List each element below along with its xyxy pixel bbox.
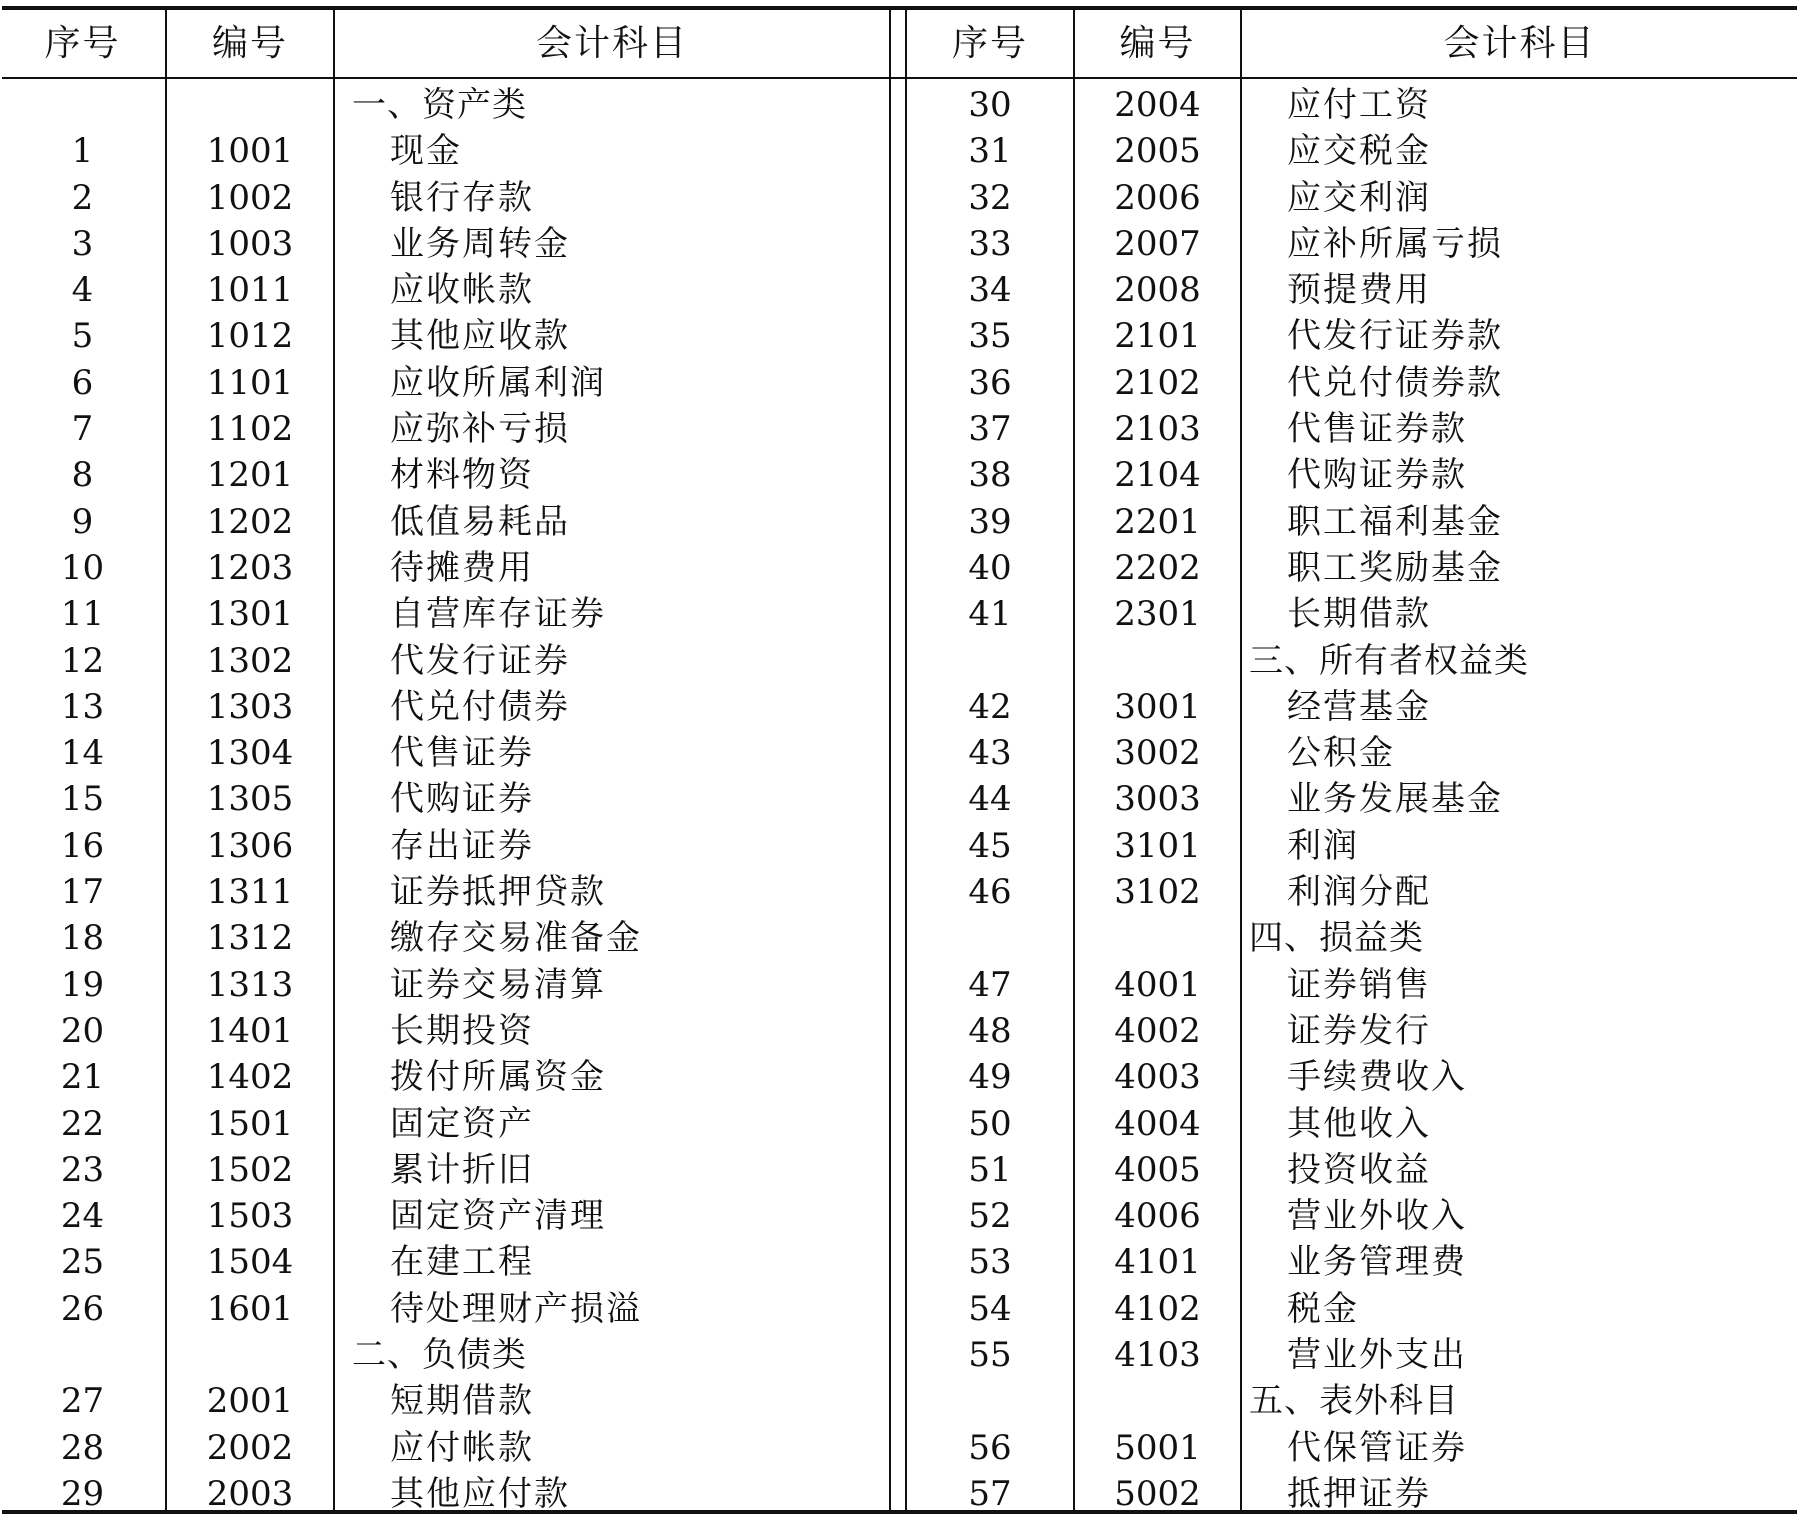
code-cell: 2007 xyxy=(1114,223,1201,264)
header-subject-left: 会计科目 xyxy=(535,23,688,64)
seq-cell: 48 xyxy=(968,1010,1012,1051)
table-row xyxy=(907,1008,1799,1054)
table-row xyxy=(907,1471,1799,1517)
subject-name-cell: 在建工程 xyxy=(390,1242,534,1283)
code-cell: 1303 xyxy=(206,686,294,727)
subject-name-cell: 其他收入 xyxy=(1287,1103,1431,1144)
code-cell: 1301 xyxy=(206,594,294,635)
subject-name-cell: 利润 xyxy=(1287,825,1359,866)
table-row xyxy=(0,1054,889,1100)
section-heading-row xyxy=(907,915,1799,961)
table-row xyxy=(0,962,889,1008)
table-row xyxy=(907,776,1799,822)
table-row xyxy=(0,591,889,637)
code-cell: 1305 xyxy=(206,779,294,820)
code-cell: 4103 xyxy=(1114,1335,1201,1376)
seq-cell: 13 xyxy=(60,686,105,727)
seq-cell: 36 xyxy=(968,362,1012,403)
seq-cell: 50 xyxy=(968,1103,1012,1144)
section-heading: 三、所有者权益类 xyxy=(1249,640,1529,681)
code-cell: 4101 xyxy=(1114,1242,1201,1283)
table-row xyxy=(0,1147,889,1193)
table-row xyxy=(907,591,1799,637)
subject-name-cell: 长期投资 xyxy=(390,1010,534,1051)
code-cell xyxy=(1075,1378,1240,1424)
table-row xyxy=(907,1332,1799,1378)
code-cell: 1503 xyxy=(206,1196,294,1237)
subject-name-cell: 代售证券 xyxy=(390,733,534,774)
seq-cell: 11 xyxy=(60,594,105,635)
subject-name-cell: 现金 xyxy=(390,131,462,172)
section-heading: 二、负债类 xyxy=(352,1335,527,1376)
code-cell: 3001 xyxy=(1114,686,1201,727)
seq-cell: 44 xyxy=(968,779,1012,820)
seq-cell: 57 xyxy=(968,1473,1012,1514)
subject-name-cell: 证券抵押贷款 xyxy=(390,872,606,913)
subject-name-cell: 待处理财产损溢 xyxy=(390,1288,642,1329)
code-cell: 3101 xyxy=(1114,825,1201,866)
seq-cell: 39 xyxy=(968,501,1012,542)
subject-name-cell: 银行存款 xyxy=(390,177,534,218)
subject-name-cell: 证券销售 xyxy=(1287,964,1431,1005)
table-row xyxy=(907,360,1799,406)
subject-name-cell: 证券发行 xyxy=(1287,1010,1431,1051)
table-row xyxy=(907,82,1799,128)
code-cell: 1502 xyxy=(206,1149,294,1190)
section-heading-row xyxy=(0,82,889,128)
header-bottom-rule xyxy=(2,77,1797,79)
seq-cell xyxy=(907,915,1073,961)
table-row xyxy=(0,360,889,406)
seq-cell: 54 xyxy=(968,1288,1012,1329)
subject-name-cell: 应收帐款 xyxy=(390,270,534,311)
seq-cell: 31 xyxy=(968,131,1012,172)
seq-cell: 20 xyxy=(60,1010,105,1051)
code-cell: 3102 xyxy=(1114,872,1201,913)
header-subject-right: 会计科目 xyxy=(1443,23,1596,64)
code-cell: 2004 xyxy=(1114,85,1201,125)
code-cell: 1302 xyxy=(206,640,294,681)
subject-name-cell: 材料物资 xyxy=(390,455,534,496)
seq-cell: 35 xyxy=(968,316,1012,357)
table-row xyxy=(0,1239,889,1285)
section-heading: 五、表外科目 xyxy=(1249,1381,1459,1422)
code-cell xyxy=(167,82,333,128)
header-code-left: 编号 xyxy=(211,23,288,64)
seq-cell: 41 xyxy=(968,594,1012,635)
table-body xyxy=(0,82,1799,1514)
table-row xyxy=(0,128,889,174)
seq-cell: 14 xyxy=(60,733,105,774)
code-cell: 1402 xyxy=(206,1057,294,1098)
code-cell: 1002 xyxy=(206,177,294,218)
code-cell: 1312 xyxy=(206,918,294,959)
table-row xyxy=(907,499,1799,545)
subject-name-cell: 营业外支出 xyxy=(1287,1335,1467,1376)
code-cell: 5001 xyxy=(1114,1427,1201,1468)
seq-cell: 21 xyxy=(60,1057,105,1098)
subject-name-cell: 抵押证券 xyxy=(1287,1473,1431,1514)
seq-cell: 15 xyxy=(60,779,105,820)
table-row xyxy=(0,267,889,313)
seq-cell: 22 xyxy=(60,1103,105,1144)
code-cell: 5002 xyxy=(1114,1473,1201,1514)
table-row xyxy=(0,406,889,452)
table-row xyxy=(907,313,1799,359)
code-cell: 1003 xyxy=(206,223,294,264)
seq-cell: 18 xyxy=(60,918,105,959)
subject-name-cell: 职工福利基金 xyxy=(1287,501,1503,542)
subject-name-cell: 应补所属亏损 xyxy=(1287,223,1503,264)
table-row xyxy=(907,1193,1799,1239)
left-half xyxy=(0,82,889,1514)
table-row xyxy=(0,1425,889,1471)
subject-name-cell: 代兑付债券款 xyxy=(1287,362,1503,403)
seq-cell: 42 xyxy=(968,686,1012,727)
seq-cell: 17 xyxy=(60,872,105,913)
table-row xyxy=(0,730,889,776)
table-row xyxy=(0,638,889,684)
header-seq-left: 序号 xyxy=(44,23,121,64)
seq-cell: 30 xyxy=(968,85,1012,125)
table-row xyxy=(907,684,1799,730)
seq-cell: 52 xyxy=(968,1196,1012,1237)
seq-cell: 26 xyxy=(60,1288,105,1329)
seq-cell: 27 xyxy=(60,1381,105,1422)
seq-cell: 37 xyxy=(968,409,1012,450)
seq-cell xyxy=(0,82,165,128)
seq-cell xyxy=(0,1332,165,1378)
code-cell: 1102 xyxy=(206,409,294,450)
code-cell: 2005 xyxy=(1114,131,1201,172)
subject-name-cell: 应弥补亏损 xyxy=(390,409,570,450)
seq-cell: 49 xyxy=(968,1057,1012,1098)
seq-cell: 1 xyxy=(71,131,94,172)
subject-name-cell: 营业外收入 xyxy=(1287,1196,1467,1237)
table-row xyxy=(907,406,1799,452)
table-row xyxy=(907,1101,1799,1147)
table-row xyxy=(0,1471,889,1517)
subject-name-cell: 职工奖励基金 xyxy=(1287,547,1503,588)
seq-cell: 47 xyxy=(968,964,1012,1005)
table-row xyxy=(907,1425,1799,1471)
code-cell: 1313 xyxy=(206,964,294,1005)
table-row xyxy=(0,776,889,822)
table-row xyxy=(0,313,889,359)
right-half xyxy=(907,82,1799,1514)
code-cell: 1311 xyxy=(206,872,294,913)
code-cell: 4102 xyxy=(1114,1288,1201,1329)
seq-cell: 5 xyxy=(71,316,94,357)
seq-cell: 8 xyxy=(71,455,94,496)
table-row xyxy=(0,1378,889,1424)
subject-name-cell: 代兑付债券 xyxy=(390,686,570,727)
seq-cell: 16 xyxy=(60,825,105,866)
table-row xyxy=(0,221,889,267)
code-cell: 2301 xyxy=(1114,594,1201,635)
seq-cell: 23 xyxy=(60,1149,105,1190)
code-cell: 2006 xyxy=(1114,177,1201,218)
code-cell: 4001 xyxy=(1114,964,1201,1005)
subject-name-cell: 代保管证券 xyxy=(1287,1427,1467,1468)
subject-name-cell: 应交税金 xyxy=(1287,131,1431,172)
code-cell: 2103 xyxy=(1114,409,1201,450)
subject-name-cell: 拨付所属资金 xyxy=(390,1057,606,1098)
seq-cell: 28 xyxy=(60,1427,105,1468)
subject-name-cell: 长期借款 xyxy=(1287,594,1431,635)
table-row xyxy=(907,1054,1799,1100)
code-cell: 1203 xyxy=(206,547,294,588)
code-cell: 1306 xyxy=(206,825,294,866)
table-header xyxy=(0,10,1799,77)
subject-name-cell: 缴存交易准备金 xyxy=(390,918,642,959)
table-row xyxy=(0,175,889,221)
table-row xyxy=(907,962,1799,1008)
code-cell: 4005 xyxy=(1114,1149,1201,1190)
subject-name-cell: 代发行证券款 xyxy=(1287,316,1503,357)
subject-name-cell: 业务发展基金 xyxy=(1287,779,1503,820)
table-row xyxy=(907,221,1799,267)
seq-cell: 51 xyxy=(968,1149,1012,1190)
seq-cell: 25 xyxy=(60,1242,105,1283)
seq-cell: 29 xyxy=(60,1473,105,1514)
code-cell: 2002 xyxy=(206,1427,294,1468)
subject-name-cell: 待摊费用 xyxy=(390,547,534,588)
table-row xyxy=(907,175,1799,221)
seq-cell: 40 xyxy=(968,547,1012,588)
subject-name-cell: 固定资产清理 xyxy=(390,1196,606,1237)
section-heading: 一、资产类 xyxy=(352,85,527,125)
subject-name-cell: 应收所属利润 xyxy=(390,362,606,403)
section-heading: 四、损益类 xyxy=(1249,918,1424,959)
code-cell: 1201 xyxy=(206,455,294,496)
seq-cell xyxy=(907,1378,1073,1424)
code-cell: 2104 xyxy=(1114,455,1201,496)
seq-cell: 34 xyxy=(968,270,1012,311)
seq-cell: 38 xyxy=(968,455,1012,496)
subject-name-cell: 低值易耗品 xyxy=(390,501,570,542)
subject-name-cell: 业务管理费 xyxy=(1287,1242,1467,1283)
code-cell: 1202 xyxy=(206,501,294,542)
seq-cell: 10 xyxy=(60,547,105,588)
code-cell: 1504 xyxy=(206,1242,294,1283)
header-code-right: 编号 xyxy=(1119,23,1196,64)
code-cell: 1401 xyxy=(206,1010,294,1051)
table-row xyxy=(0,869,889,915)
seq-cell: 53 xyxy=(968,1242,1012,1283)
subject-name-cell: 短期借款 xyxy=(390,1381,534,1422)
seq-cell: 6 xyxy=(71,362,94,403)
table-row xyxy=(0,499,889,545)
subject-name-cell: 代售证券款 xyxy=(1287,409,1467,450)
subject-name-cell: 业务周转金 xyxy=(390,223,570,264)
subject-name-cell: 应付帐款 xyxy=(390,1427,534,1468)
code-cell: 1101 xyxy=(206,362,294,403)
subject-name-cell: 证券交易清算 xyxy=(390,964,606,1005)
subject-name-cell: 自营库存证券 xyxy=(390,594,606,635)
subject-name-cell: 利润分配 xyxy=(1287,872,1431,913)
seq-cell: 56 xyxy=(968,1427,1012,1468)
table-row xyxy=(907,267,1799,313)
seq-cell: 55 xyxy=(968,1335,1012,1376)
code-cell: 3002 xyxy=(1114,733,1201,774)
subject-name-cell: 经营基金 xyxy=(1287,686,1431,727)
code-cell: 1601 xyxy=(206,1288,294,1329)
code-cell: 4006 xyxy=(1114,1196,1201,1237)
code-cell: 4004 xyxy=(1114,1103,1201,1144)
seq-cell: 45 xyxy=(968,825,1012,866)
code-cell xyxy=(1075,915,1240,961)
subject-name-cell: 累计折旧 xyxy=(390,1149,534,1190)
subject-name-cell: 应交利润 xyxy=(1287,177,1431,218)
code-cell: 2202 xyxy=(1114,547,1201,588)
subject-name-cell: 其他应付款 xyxy=(390,1473,570,1514)
seq-cell: 46 xyxy=(968,872,1012,913)
code-cell: 2001 xyxy=(206,1381,294,1422)
subject-name-cell: 公积金 xyxy=(1287,733,1395,774)
code-cell: 2003 xyxy=(206,1473,294,1514)
seq-cell: 43 xyxy=(968,733,1012,774)
code-cell: 2201 xyxy=(1114,501,1201,542)
subject-name-cell: 应付工资 xyxy=(1287,85,1431,125)
table-row xyxy=(907,730,1799,776)
table-row xyxy=(0,1193,889,1239)
code-cell: 1011 xyxy=(206,270,294,311)
seq-cell: 3 xyxy=(71,223,94,264)
table-row xyxy=(907,823,1799,869)
table-row xyxy=(0,684,889,730)
code-cell: 1501 xyxy=(206,1103,294,1144)
code-cell xyxy=(1075,638,1240,684)
seq-cell: 12 xyxy=(60,640,105,681)
table-row xyxy=(0,1286,889,1332)
code-cell xyxy=(167,1332,333,1378)
table-row xyxy=(907,869,1799,915)
seq-cell: 19 xyxy=(60,964,105,1005)
seq-cell xyxy=(907,638,1073,684)
table-row xyxy=(0,823,889,869)
seq-cell: 33 xyxy=(968,223,1012,264)
subject-name-cell: 代购证券款 xyxy=(1287,455,1467,496)
table-row xyxy=(907,1286,1799,1332)
subject-name-cell: 代发行证券 xyxy=(390,640,570,681)
header-seq-right: 序号 xyxy=(951,23,1028,64)
code-cell: 2101 xyxy=(1114,316,1201,357)
subject-name-cell: 投资收益 xyxy=(1287,1149,1431,1190)
code-cell: 1012 xyxy=(206,316,294,357)
seq-cell: 2 xyxy=(71,177,94,218)
table-row xyxy=(0,915,889,961)
table-row xyxy=(0,1101,889,1147)
subject-name-cell: 手续费收入 xyxy=(1287,1057,1467,1098)
subject-name-cell: 固定资产 xyxy=(390,1103,534,1144)
code-cell: 2008 xyxy=(1114,270,1201,311)
subject-name-cell: 代购证券 xyxy=(390,779,534,820)
subject-name-cell: 税金 xyxy=(1287,1288,1359,1329)
seq-cell: 32 xyxy=(968,177,1012,218)
section-heading-row xyxy=(0,1332,889,1378)
table-row xyxy=(907,1147,1799,1193)
table-row xyxy=(0,545,889,591)
seq-cell: 7 xyxy=(71,409,94,450)
seq-cell: 9 xyxy=(71,501,94,542)
code-cell: 4003 xyxy=(1114,1057,1201,1098)
section-heading-row xyxy=(907,1378,1799,1424)
table-row xyxy=(907,452,1799,498)
table-row xyxy=(907,1239,1799,1285)
table-row xyxy=(0,452,889,498)
subject-name-cell: 其他应收款 xyxy=(390,316,570,357)
code-cell: 1001 xyxy=(206,131,294,172)
section-heading-row xyxy=(907,638,1799,684)
code-cell: 3003 xyxy=(1114,779,1201,820)
code-cell: 1304 xyxy=(206,733,294,774)
code-cell: 2102 xyxy=(1114,362,1201,403)
table-row xyxy=(907,545,1799,591)
table-row xyxy=(0,1008,889,1054)
seq-cell: 4 xyxy=(71,270,94,311)
subject-name-cell: 存出证券 xyxy=(390,825,534,866)
seq-cell: 24 xyxy=(60,1196,105,1237)
subject-name-cell: 预提费用 xyxy=(1287,270,1431,311)
code-cell: 4002 xyxy=(1114,1010,1201,1051)
table-row xyxy=(907,128,1799,174)
